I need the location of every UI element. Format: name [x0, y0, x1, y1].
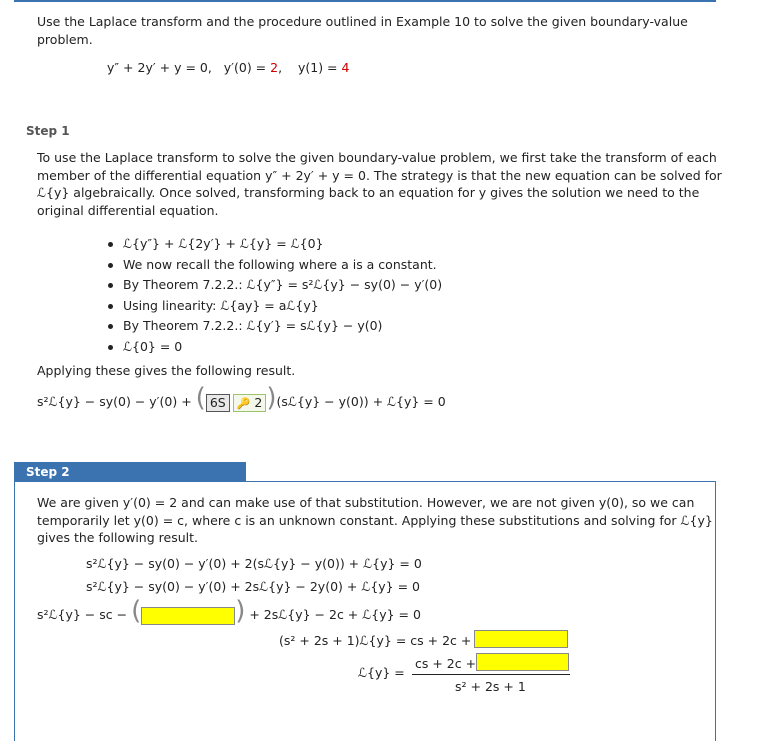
answer-key-value: 2: [254, 394, 263, 410]
problem-line-2: problem.: [37, 31, 93, 47]
step1-result-equation: [37, 383, 446, 413]
list-item: ℒ{0} = 0: [108, 337, 442, 358]
step2-equation-1: s²ℒ{y} − sy(0) − y′(0) + 2(sℒ{y} − y(0)) + ℒ{y} = 0: [86, 556, 422, 571]
ode: y″ + 2y′ + y = 0,: [107, 60, 212, 75]
problem-equation: [107, 60, 349, 75]
step1-para-line: original differential equation.: [37, 202, 219, 218]
step1-paragraph: [37, 149, 737, 219]
problem-statement: [37, 13, 717, 48]
top-border: [14, 0, 716, 2]
condition-2-label: y(1) =: [297, 60, 342, 75]
left-paren: (: [195, 383, 206, 413]
answer-input-numerator[interactable]: [476, 653, 569, 671]
eq3-lhs: s²ℒ{y} − sc −: [37, 607, 132, 622]
step2-equation-3: [37, 596, 421, 626]
fraction-numerator: cs + 2c +: [415, 656, 477, 671]
step1-label: Step 1: [26, 124, 70, 138]
list-item: By Theorem 7.2.2.: ℒ{y″} = s²ℒ{y} − sy(0) − y′(0): [108, 275, 442, 296]
step1-para-line: member of the differential equation y″ + 2y′ + y = 0. The strategy is that the new equation can be solved for: [37, 167, 722, 183]
problem-line-1: Use the Laplace transform and the procedure outlined in Example 10 to solve the given boundary-value: [37, 14, 688, 29]
condition-1-value: 2: [270, 60, 279, 75]
step2-para-line: temporarily let y(0) = c, where c is an unknown constant. Applying these substitutions and solving for ℒ{y}: [37, 512, 713, 528]
answer-key-box[interactable]: [233, 394, 267, 412]
fraction-bar: [412, 674, 570, 675]
right-paren: ): [235, 596, 246, 626]
list-item: We now recall the following where a is a constant.: [108, 255, 442, 276]
step2-equation-2: s²ℒ{y} − sy(0) − y′(0) + 2sℒ{y} − 2y(0) + ℒ{y} = 0: [86, 579, 420, 594]
step1-para-line: To use the Laplace transform to solve the given boundary-value problem, we first take the transform of each: [37, 150, 717, 165]
step2-para-line: gives the following result.: [37, 530, 198, 545]
step1-result-intro: Applying these gives the following result.: [37, 363, 296, 378]
condition-separator: ,: [278, 60, 283, 75]
answer-input-eq4[interactable]: [474, 630, 568, 648]
condition-1-label: y′(0) =: [223, 60, 271, 75]
result-lhs: s²ℒ{y} − sy(0) − y′(0) +: [37, 394, 196, 409]
condition-2-value: 4: [341, 60, 350, 75]
fraction-denominator: s² + 2s + 1: [455, 679, 526, 694]
step2-label: Step 2: [14, 462, 246, 482]
left-paren: (: [131, 596, 142, 626]
key-icon: 🔑: [236, 396, 251, 410]
eq3-rhs: + 2sℒ{y} − 2c + ℒ{y} = 0: [249, 607, 421, 622]
result-rhs: (sℒ{y} − y(0)) + ℒ{y} = 0: [276, 394, 446, 409]
list-item: Using linearity: ℒ{ay} = aℒ{y}: [108, 296, 442, 317]
step2-para-line: We are given y′(0) = 2 and can make use of that substitution. However, we are not given y(0), so we can: [37, 495, 695, 510]
step1-bullet-list: [108, 234, 442, 357]
step2-equation-5-lhs: ℒ{y} =: [358, 665, 405, 680]
step2-paragraph: [37, 494, 717, 547]
step2-equation-4: (s² + 2s + 1)ℒ{y} = cs + 2c +: [279, 633, 472, 648]
submitted-answer-box[interactable]: 6S: [206, 394, 230, 412]
list-item: ℒ{y″} + ℒ{2y′} + ℒ{y} = ℒ{0}: [108, 234, 442, 255]
right-paren: ): [266, 383, 277, 413]
step1-para-line: ℒ{y} algebraically. Once solved, transforming back to an equation for y gives the solution we need to the: [37, 185, 700, 200]
answer-input-eq3[interactable]: [141, 607, 235, 625]
list-item: By Theorem 7.2.2.: ℒ{y′} = sℒ{y} − y(0): [108, 316, 442, 337]
